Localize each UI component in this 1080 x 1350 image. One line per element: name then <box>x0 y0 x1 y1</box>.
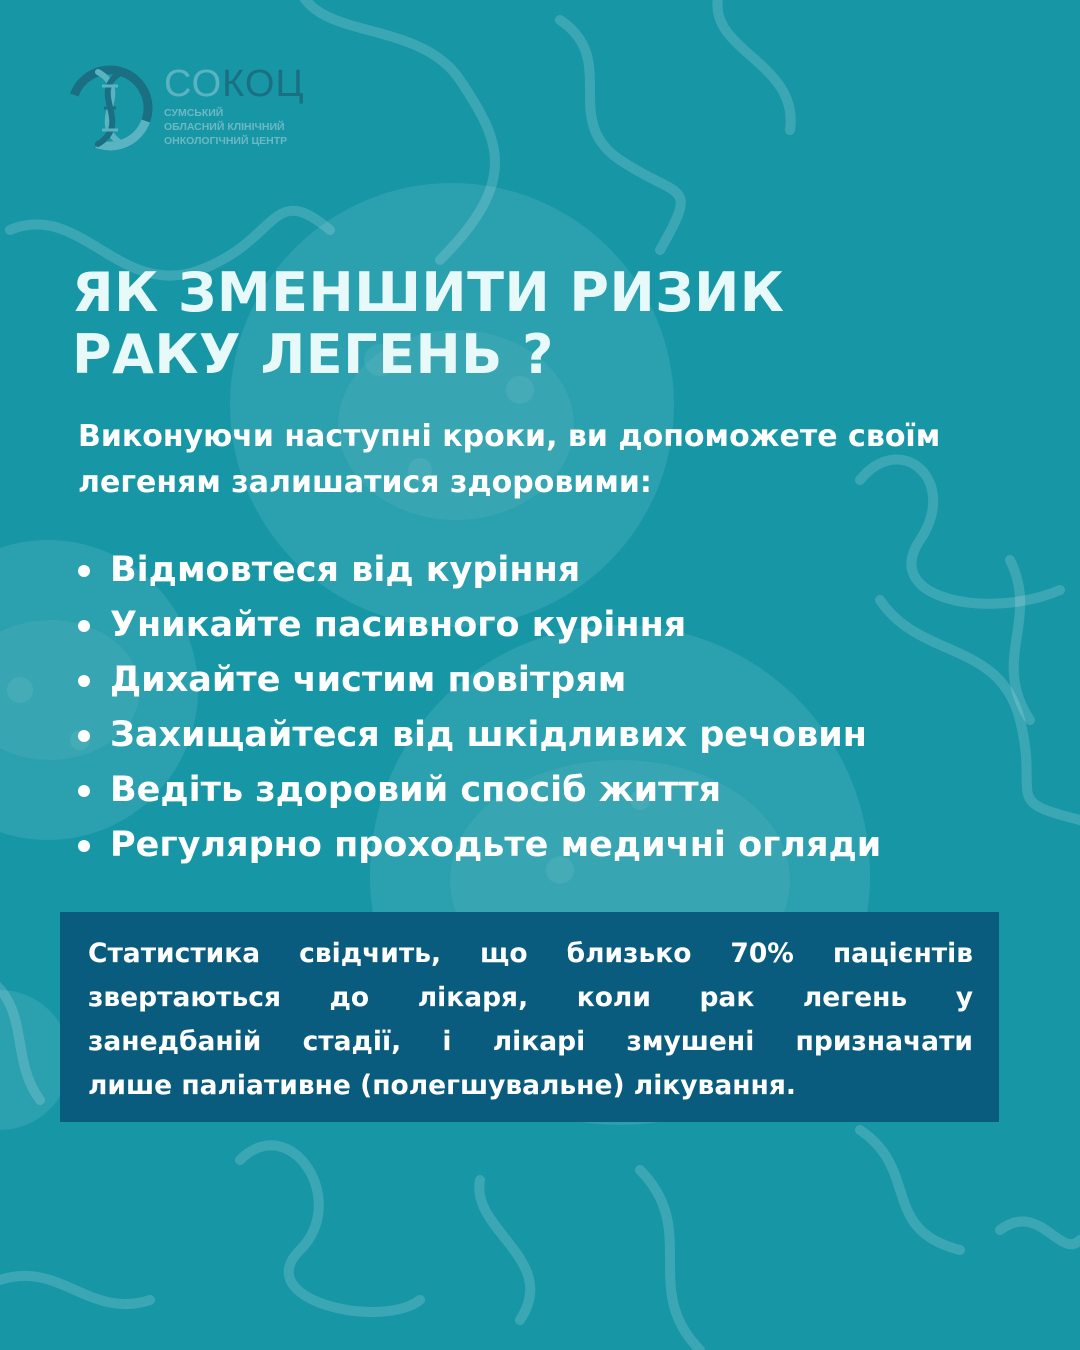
statistic-line: Статистика свідчить, що близько 70% пацієнтів <box>88 938 973 969</box>
intro-text <box>78 414 1038 506</box>
title-line: РАКУ ЛЕГЕНЬ ? <box>72 323 554 386</box>
bullet-dot-icon <box>78 620 90 632</box>
logo-wordmark-part1: СО <box>164 63 223 105</box>
statistic-box <box>60 912 999 1122</box>
statistic-line: звертаються до лікаря, коли рак легень у <box>88 982 973 1013</box>
step-text: Дихайте чистим повітрям <box>110 660 627 700</box>
step-text: Відмовтеся від куріння <box>110 550 581 590</box>
list-item <box>76 818 881 873</box>
logo-subtitle-line: СУМСЬКИЙ <box>164 107 224 119</box>
bullet-dot-icon <box>78 565 90 577</box>
list-item <box>76 708 881 763</box>
list-item <box>76 653 881 708</box>
list-item <box>76 763 881 818</box>
logo-subtitle-line: ОБЛАСНИЙ КЛІНІЧНИЙ <box>164 121 285 133</box>
statistic-line: лише паліативне (полегшувальне) лікування. <box>88 1070 796 1101</box>
dna-helix-circle-icon <box>64 62 156 154</box>
step-text: Регулярно проходьте медичні огляди <box>110 825 882 865</box>
step-text: Уникайте пасивного куріння <box>110 605 687 645</box>
list-item <box>76 543 881 598</box>
step-text: Захищайтеся від шкідливих речовин <box>110 715 867 755</box>
page-title <box>72 262 784 386</box>
title-line: ЯК ЗМЕНШИТИ РИЗИК <box>72 261 785 324</box>
bullet-dot-icon <box>78 840 90 852</box>
steps-list <box>76 543 881 873</box>
organization-logo <box>64 62 324 158</box>
logo-subtitle <box>164 106 334 148</box>
logo-wordmark-part2: КОЦ <box>222 63 305 105</box>
list-item <box>76 598 881 653</box>
bullet-dot-icon <box>78 675 90 687</box>
step-text: Ведіть здоровий спосіб життя <box>110 770 722 810</box>
bullet-dot-icon <box>78 730 90 742</box>
bullet-dot-icon <box>78 785 90 797</box>
statistic-line: занедбаній стадії, і лікарі змушені призначати <box>88 1026 973 1057</box>
intro-line: Виконуючи наступні кроки, ви допоможете своїм <box>78 419 941 454</box>
logo-wordmark <box>164 64 305 104</box>
statistic-text <box>88 932 973 1108</box>
logo-subtitle-line: ОНКОЛОГІЧНИЙ ЦЕНТР <box>164 135 288 147</box>
intro-line: легеням залишатися здоровими: <box>78 465 652 500</box>
